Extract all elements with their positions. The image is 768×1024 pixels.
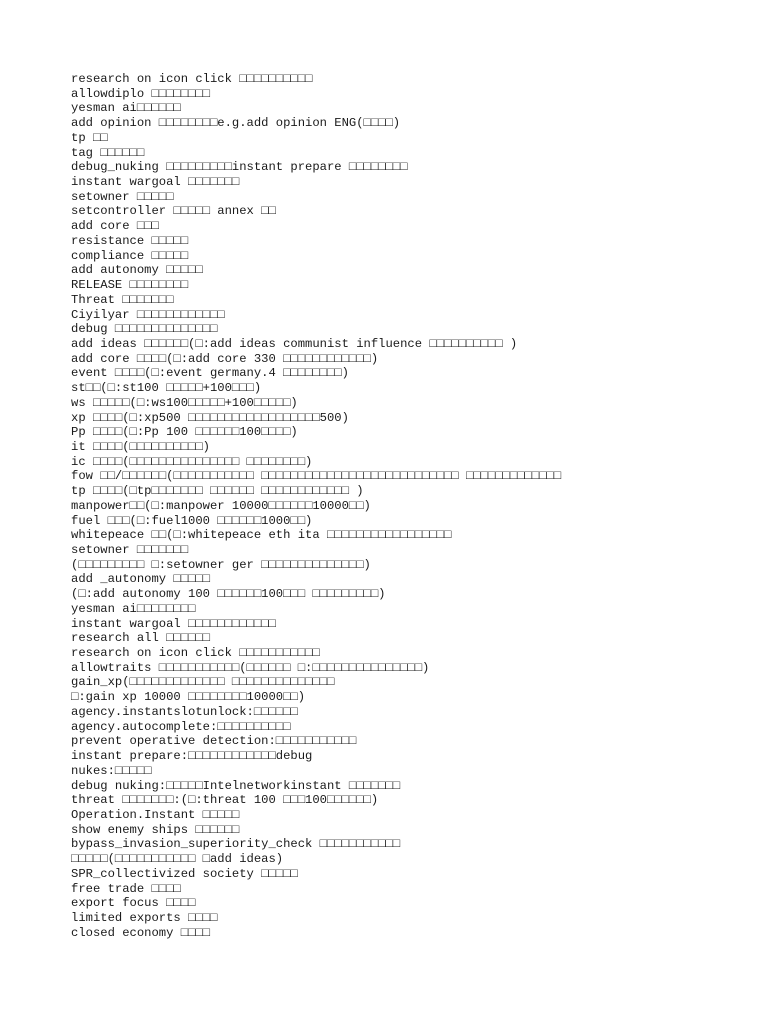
command-line: export focus □□□□ (71, 896, 196, 911)
command-line: bypass_invasion_superiority_check □□□□□□□□□□□ (71, 837, 401, 852)
command-line: tag □□□□□□ (71, 145, 145, 160)
command-line: show enemy ships □□□□□□ (71, 822, 240, 837)
command-line: instant wargoal □□□□□□□ (71, 175, 240, 190)
command-line: tp □□ (71, 130, 108, 145)
command-line: agency.instantslotunlock:□□□□□□ (71, 704, 298, 719)
command-line: Pp □□□□(□:Pp 100 □□□□□□100□□□□) (71, 425, 298, 440)
command-line: Operation.Instant □□□□□ (71, 807, 240, 822)
command-line: limited exports □□□□ (71, 910, 218, 925)
command-line: prevent operative detection:□□□□□□□□□□□ (71, 734, 357, 749)
command-line: setowner □□□□□□□ (71, 543, 189, 557)
command-line: xp □□□□(□:xp500 □□□□□□□□□□□□□□□□□□500) (71, 410, 349, 425)
command-line: free trade □□□□ (71, 881, 181, 896)
command-line: yesman ai□□□□□□ (71, 101, 181, 116)
command-line: instant wargoal □□□□□□□□□□□□ (71, 616, 276, 631)
command-line: (□□□□□□□□□ □:setowner ger □□□□□□□□□□□□□□) (71, 557, 371, 572)
command-line: yesman ai□□□□□□□□ (71, 601, 196, 616)
command-line: Ciyilyar □□□□□□□□□□□□ (71, 307, 225, 322)
command-line: (□:add autonomy 100 □□□□□□100□□□ □□□□□□□□□) (71, 587, 386, 602)
command-line: fuel □□□(□:fuel1000 □□□□□□1000□□) (71, 513, 313, 528)
command-line: compliance □□□□□ (71, 248, 189, 263)
command-line: nukes:□□□□□ (71, 763, 152, 778)
command-line: add ideas □□□□□□(□:add ideas communist influence □□□□□□□□□□ ) (71, 336, 518, 351)
command-line: agency.autocomplete:□□□□□□□□□□ (71, 719, 291, 734)
command-line: add _autonomy □□□□□ (71, 572, 210, 587)
command-line: research all □□□□□□ (71, 631, 210, 646)
command-line: setowner □□□□□ (71, 189, 174, 204)
command-line: □:gain xp 10000 □□□□□□□□10000□□) (71, 690, 306, 705)
command-line: instant prepare:□□□□□□□□□□□□debug (71, 749, 313, 764)
command-line: research on icon click □□□□□□□□□□□ (71, 646, 320, 661)
command-line: gain_xp(□□□□□□□□□□□□□ □□□□□□□□□□□□□□ (71, 675, 335, 690)
command-line: manpower□□(□:manpower 10000□□□□□□10000□□) (71, 498, 371, 513)
command-line: fow □□/□□□□□□(□□□□□□□□□□□ □□□□□□□□□□□□□□□□□□□□□□□□□□□ □□□□□□□□□□□□□ (71, 469, 562, 484)
command-line: add autonomy □□□□□ (71, 263, 203, 278)
command-line: resistance □□□□□ (71, 233, 189, 248)
command-line: closed economy □□□□ (71, 925, 210, 940)
command-line: debug □□□□□□□□□□□□□□ (71, 322, 218, 337)
command-line: RELEASE □□□□□□□□ (71, 278, 189, 293)
command-line: ic □□□□(□□□□□□□□□□□□□□□ □□□□□□□□) (71, 454, 313, 469)
command-line: □□□□□(□□□□□□□□□□□ □add ideas) (71, 852, 284, 867)
command-line: threat □□□□□□□:(□:threat 100 □□□100□□□□□□) (71, 793, 379, 808)
command-line: event □□□□(□:event germany.4 □□□□□□□□) (71, 366, 349, 381)
command-line: allowtraits □□□□□□□□□□□(□□□□□□ □:□□□□□□□□□□□□□□□) (71, 660, 430, 675)
command-line: debug_nuking □□□□□□□□□instant prepare □□□□□□□□ (71, 160, 408, 175)
command-line: setcontroller □□□□□ annex □□ (71, 204, 276, 219)
command-line: ws □□□□□(□:ws100□□□□□+100□□□□□) (71, 395, 298, 410)
command-line: st□□(□:st100 □□□□□+100□□□) (71, 381, 262, 396)
command-line: SPR_collectivized society □□□□□ (71, 866, 298, 881)
command-line: whitepeace □□(□:whitepeace eth ita □□□□□□□□□□□□□□□□□ (71, 528, 452, 543)
command-line: Threat □□□□□□□ (71, 292, 174, 307)
command-line: research on icon click □□□□□□□□□□ (71, 72, 313, 86)
command-line: add core □□□□(□:add core 330 □□□□□□□□□□□□) (71, 351, 379, 366)
command-line: add core □□□ (71, 219, 159, 234)
command-line: debug nuking:□□□□□Intelnetworkinstant □□□□□□□ (71, 778, 401, 793)
command-list (71, 72, 751, 940)
command-line: it □□□□(□□□□□□□□□□) (71, 439, 210, 454)
command-line: add opinion □□□□□□□□e.g.add opinion ENG(□□□□) (71, 116, 401, 131)
command-line: tp □□□□(□tp□□□□□□□ □□□□□□ □□□□□□□□□□□□ ) (71, 484, 364, 499)
command-line: allowdiplo □□□□□□□□ (71, 86, 210, 101)
